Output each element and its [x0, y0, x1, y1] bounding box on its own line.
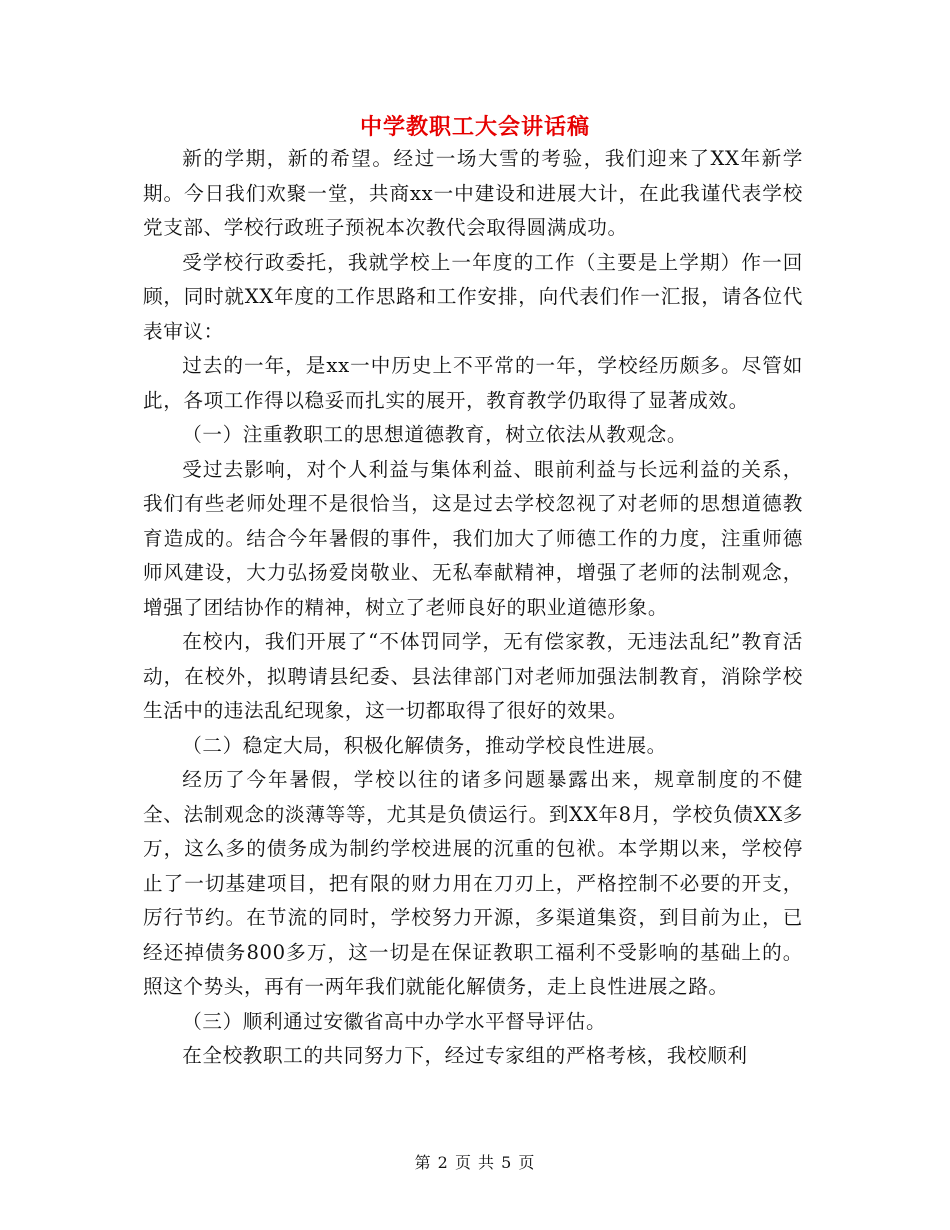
section-heading: （三）顺利通过安徽省高中办学水平督导评估。 — [182, 1009, 607, 1033]
paragraph: 在校内，我们开展了“不体罚同学，无有偿家教，无违法乱纪”教育活动，在校外，拟聘请县纪委、县法律部门对老师加强法制教育，消除学校生活中的违法乱纪现象，这一切都取得了很好的效果。 — [143, 630, 803, 722]
document-title: 中学教职工大会讲话稿 — [359, 114, 590, 140]
section-heading: （一）注重教职工的思想道德教育，树立依法从教观念。 — [182, 423, 688, 446]
paragraph: 新的学期，新的希望。经过一场大雪的考验，我们迎来了XX年新学期。今日我们欢聚一堂，共商xx一中建设和进展大计，在此我谨代表学校党支部、学校行政班子预祝本次教代会取得圆满成功。 — [143, 147, 803, 239]
document-body — [143, 142, 803, 1074]
section-heading: （二）稳定大局，积极化解债务，推动学校良性进展。 — [182, 733, 667, 757]
paragraph: 过去的一年，是xx一中历史上不平常的一年，学校经历颇多。尽管如此，各项工作得以稳妥而扎实的展开，教育教学仍取得了显著成效。 — [143, 354, 803, 412]
page-number-footer: 第 2 页 共 5 页 — [414, 1153, 536, 1172]
paragraph: 受学校行政委托，我就学校上一年度的工作（主要是上学期）作一回顾，同时就XX年度的工作思路和工作安排，向代表们作一汇报，请各位代表审议： — [143, 250, 803, 343]
paragraph: 受过去影响，对个人利益与集体利益、眼前利益与长远利益的关系，我们有些老师处理不是很恰当，这是过去学校忽视了对老师的思想道德教育造成的。结合今年暑假的事件，我们加大了师德工作的力度，注重师德师风建设，大力弘扬爱岗敬业、无私奉献精神，增强了老师的法制观念，增强了团结协作的精神，树立了老师良好的职业道德形象。 — [143, 457, 803, 619]
paragraph: 经历了今年暑假，学校以往的诸多问题暴露出来，规章制度的不健全、法制观念的淡薄等等，尤其是负债运行。到XX年8月，学校负债XX多万，这么多的债务成为制约学校进展的沉重的包袱。本学期以来，学校停止了一切基建项目，把有限的财力用在刀刃上，严格控制不必要的开支，厉行节约。在节流的同时，学校努力开源，多渠道集资，到目前为止，已经还掉债务800多万，这一切是在保证教职工福利不受影响的基础上的。照这个势头，再有一两年我们就能化解债务，走上良性进展之路。 — [143, 768, 803, 998]
paragraph: 在全校教职工的共同努力下，经过专家组的严格考核，我校顺利 — [182, 1044, 748, 1067]
